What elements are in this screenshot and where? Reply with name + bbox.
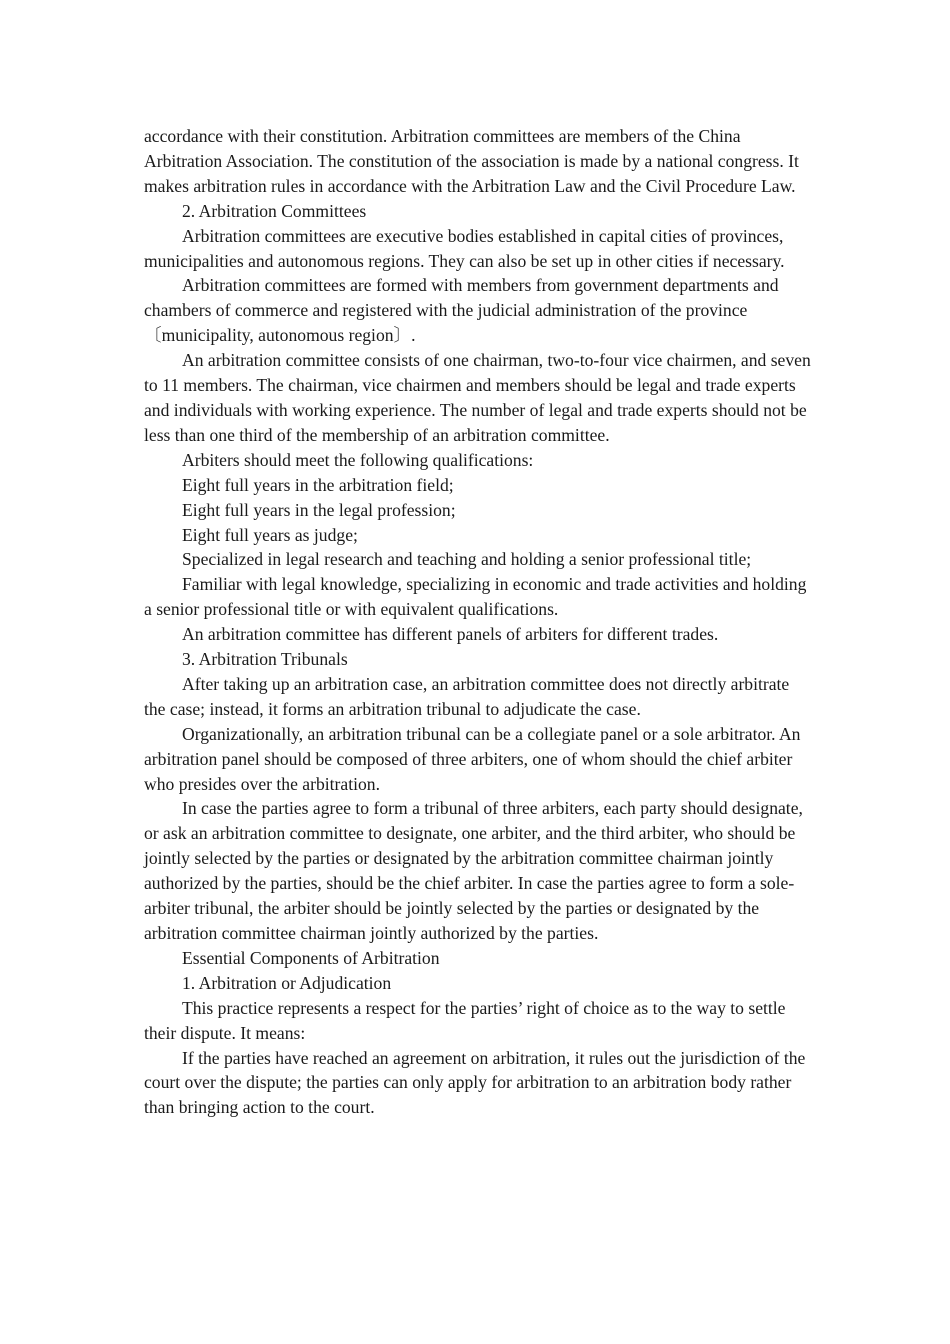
list-item-judge: Eight full years as judge; xyxy=(182,524,358,545)
list-item-arbitration-field: Eight full years in the arbitration field; xyxy=(182,474,454,495)
heading-essential-components: Essential Components of Arbitration xyxy=(182,947,440,968)
list-item-economic-trade: Familiar with legal knowledge, specializing in economic and trade activities and holding a senior professional title or with equivalent qualifications. xyxy=(144,574,807,620)
heading-arbitration-tribunals: 3. Arbitration Tribunals xyxy=(182,649,348,670)
paragraph-committee-composition: An arbitration committee consists of one chairman, two-to-four vice chairmen, and seven to 11 members. The chairman, vice chairmen and members should be legal and trade experts and individuals with working experience. The number of legal and trade experts should not be less than one third of the membership of an arbitration committee. xyxy=(144,350,811,445)
paragraph-arbiter-qualifications: Arbiters should meet the following qualifications: xyxy=(182,449,534,470)
paragraph-committees-formation: Arbitration committees are formed with members from government departments and chambers of commerce and registered with the judicial administration of the province 〔municipality, autonomous region〕. xyxy=(144,275,779,346)
heading-arbitration-or-adjudication: 1. Arbitration or Adjudication xyxy=(182,972,392,993)
paragraph-committees-executive-bodies: Arbitration committees are executive bodies established in capital cities of provinces, municipalities and autonomous regions. They can also be set up in other cities if necessary. xyxy=(144,225,785,271)
paragraph-constitution-continuation: accordance with their constitution. Arbitration committees are members of the China Arbitration Association. The constitution of the association is made by a national congress. It makes arbitration rules in accordance with the Arbitration Law and the Civil Procedure Law. xyxy=(144,126,799,196)
heading-arbitration-committees: 2. Arbitration Committees xyxy=(182,200,367,221)
list-item-legal-research: Specialized in legal research and teaching and holding a senior professional title; xyxy=(182,549,752,570)
paragraph-arbiter-panels: An arbitration committee has different panels of arbiters for different trades. xyxy=(182,624,719,645)
list-item-legal-profession: Eight full years in the legal profession; xyxy=(182,499,456,520)
document-page xyxy=(144,124,812,1120)
paragraph-tribunal-formation: After taking up an arbitration case, an arbitration committee does not directly arbitrate the case; instead, it forms an arbitration tribunal to adjudicate the case. xyxy=(144,673,790,719)
paragraph-right-of-choice: This practice represents a respect for the parties’ right of choice as to the way to settle their dispute. It means: xyxy=(144,997,786,1043)
paragraph-agreement-on-arbitration: If the parties have reached an agreement on arbitration, it rules out the jurisdiction of the court over the dispute; the parties can only apply for arbitration to an arbitration body rather than bringing action to the court. xyxy=(144,1047,806,1118)
paragraph-tribunal-organization: Organizationally, an arbitration tribunal can be a collegiate panel or a sole arbitrator. An arbitration panel should be composed of three arbiters, one of whom should the chief arbiter who presides over the arbitration. xyxy=(144,723,801,794)
paragraph-three-arbiter-tribunal: In case the parties agree to form a tribunal of three arbiters, each party should designate, or ask an arbitration committee to designate, one arbiter, and the third arbiter, who should be jointly selected by the parties or designated by the arbitration committee chairman jointly authorized by the parties, should be the chief arbiter. In case the parties agree to form a sole-arbiter tribunal, the arbiter should be jointly selected by the parties or designated by the arbitration committee chairman jointly authorized by the parties. xyxy=(144,798,803,943)
